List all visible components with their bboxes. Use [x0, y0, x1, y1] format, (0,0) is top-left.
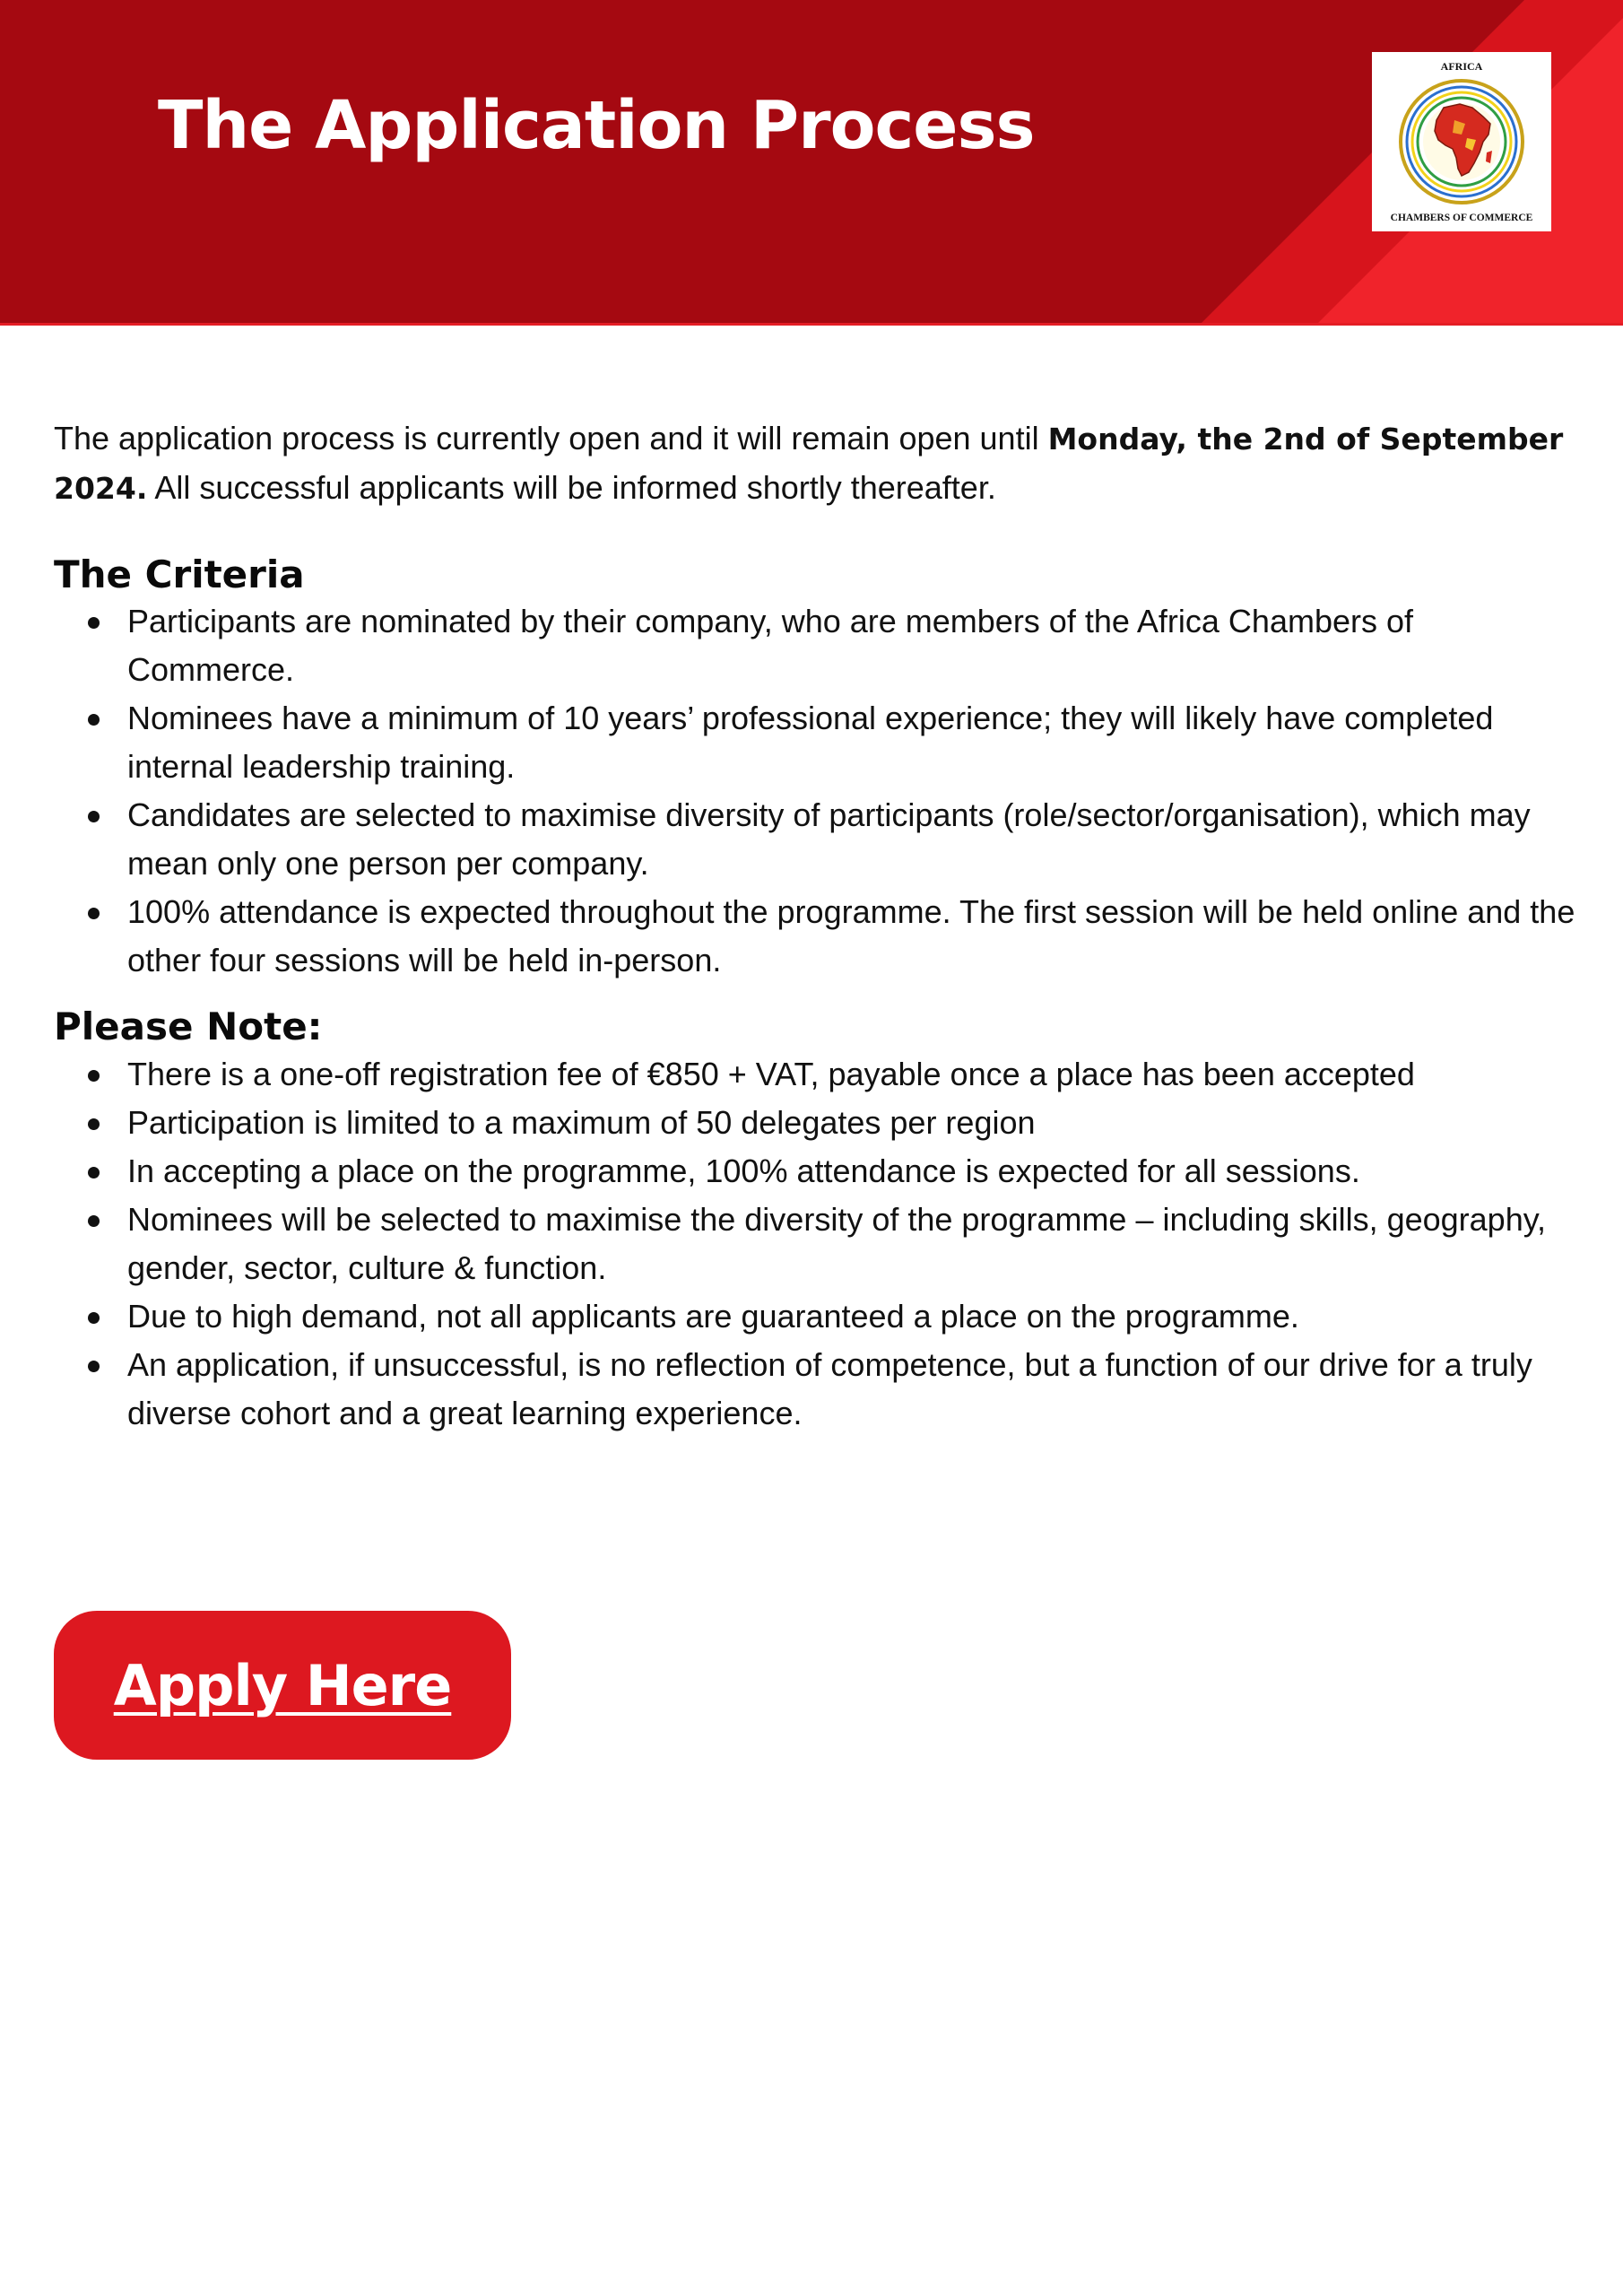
intro-paragraph	[54, 414, 1578, 513]
note-item: An application, if unsuccessful, is no reflection of competence, but a function of our drive for a truly diverse cohort and a great learning experience.	[54, 1341, 1578, 1438]
svg-text:CHAMBERS OF COMMERCE: CHAMBERS OF COMMERCE	[1390, 213, 1533, 223]
intro-text-before: The application process is currently open and it will remain open until	[54, 420, 1048, 457]
apply-here-label[interactable]: Apply Here	[113, 1652, 452, 1718]
bullet-icon	[88, 811, 100, 822]
svg-text:AFRICA: AFRICA	[1440, 60, 1483, 73]
header-banner	[0, 0, 1623, 326]
note-item: There is a one-off registration fee of €850 + VAT, payable once a place has been accepted	[54, 1050, 1578, 1099]
page-title: The Application Process	[158, 87, 1035, 164]
criteria-item: 100% attendance is expected throughout the programme. The first session will be held online and the other four sessions will be held in-person.	[54, 888, 1578, 985]
bullet-icon	[88, 1361, 100, 1372]
note-item: Nominees will be selected to maximise the diversity of the programme – including skills, geography, gender, sector, culture & function.	[54, 1196, 1578, 1292]
bullet-icon	[88, 714, 100, 726]
note-item: Participation is limited to a maximum of 50 delegates per region	[54, 1099, 1578, 1147]
criteria-item: Participants are nominated by their company, who are members of the Africa Chambers of Commerce.	[54, 597, 1578, 694]
apply-here-button[interactable]	[54, 1611, 511, 1760]
bullet-icon	[88, 617, 100, 629]
bullet-icon	[88, 1312, 100, 1324]
bullet-icon	[88, 1167, 100, 1178]
intro-text-after: All successful applicants will be informed shortly thereafter.	[147, 469, 996, 506]
please-note-heading: Please Note:	[54, 1004, 323, 1049]
criteria-heading: The Criteria	[54, 552, 305, 596]
criteria-list	[54, 597, 1578, 985]
bullet-icon	[88, 1215, 100, 1227]
main-content	[54, 414, 1578, 1438]
africa-map-icon	[1372, 52, 1551, 231]
note-item: Due to high demand, not all applicants are guaranteed a place on the programme.	[54, 1292, 1578, 1341]
criteria-item: Nominees have a minimum of 10 years’ professional experience; they will likely have completed internal leadership training.	[54, 694, 1578, 791]
africa-chambers-logo	[1372, 52, 1551, 231]
bullet-icon	[88, 1118, 100, 1130]
note-item: In accepting a place on the programme, 100% attendance is expected for all sessions.	[54, 1147, 1578, 1196]
deadline-text: Monday, the 2nd of September 2024.	[54, 422, 1564, 506]
bullet-icon	[88, 908, 100, 919]
bullet-icon	[88, 1070, 100, 1082]
please-note-list	[54, 1050, 1578, 1438]
criteria-item: Candidates are selected to maximise diversity of participants (role/sector/organisation), which may mean only one person per company.	[54, 791, 1578, 888]
